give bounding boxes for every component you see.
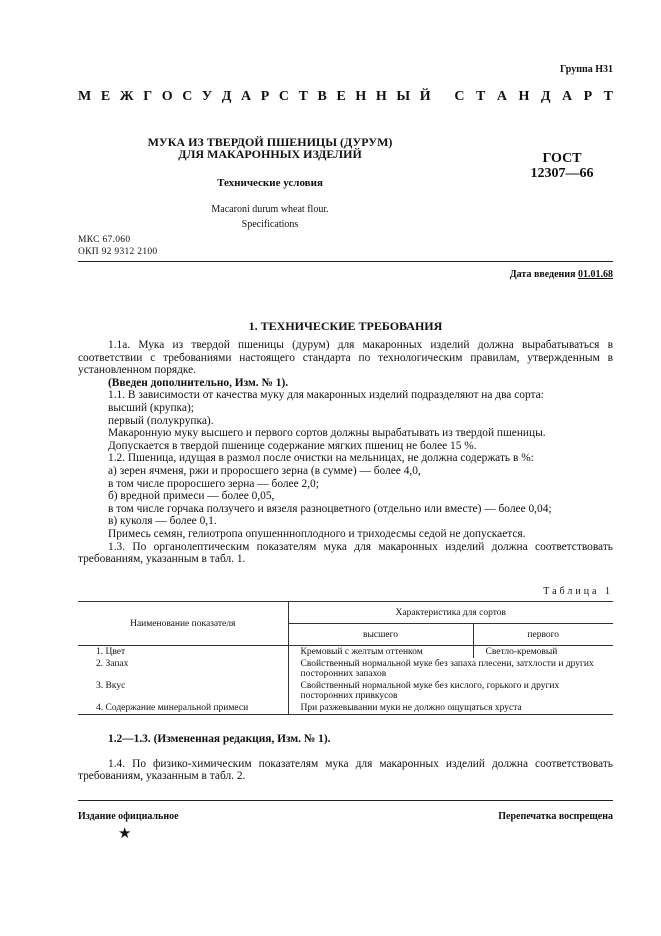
header-grade-first: первого (473, 624, 613, 646)
banner-letter: Й (419, 89, 431, 104)
banner-letter: Т (603, 89, 613, 104)
title-line-1: МУКА ИЗ ТВЕРДОЙ ПШЕНИЦЫ (ДУРУМ) (147, 135, 393, 149)
paragraph-1-1a: 1.1а. Мука из твердой пшеницы (дурум) для макаронных изделий должна вырабатываться в соответствии с требованиями настоящего стандарта по технологическим правилам, утвержденным в установленном порядке. (78, 339, 613, 377)
row-value-merged: Свойственный нормальной муке без кислого, горького и других посторонних привкусов (300, 681, 560, 701)
banner-word-standard (454, 89, 613, 105)
banner-word-interstate (78, 89, 431, 105)
amendment-note-2: 1.2—1.3. (Измененная редакция, Изм. № 1). (108, 733, 331, 745)
item-a: а) зерен ячменя, ржи и проросшего зерна (в сумме) — более 4,0, (108, 464, 421, 477)
header-divider (78, 261, 613, 262)
banner-letter: С (182, 89, 193, 104)
banner-letter: М (78, 89, 92, 104)
table-row (78, 646, 613, 659)
header-characteristic: Характеристика для сортов (288, 602, 613, 624)
banner-letter: Ы (396, 89, 411, 104)
gost-designation (512, 151, 612, 181)
paragraph-soft-wheat: Допускается в твердой пшенице содержание мягких пшениц не более 15 %. (108, 439, 477, 452)
banner-letter: В (317, 89, 327, 104)
item-v: в) куколя — более 0,1. (108, 515, 217, 528)
paragraph-1-1: 1.1. В зависимости от качества муку для макаронных изделий подразделяют на два сорта: (108, 389, 544, 402)
row-name: 3. Вкус (78, 680, 288, 702)
banner-letter: Р (583, 89, 593, 104)
banner-letter: Т (298, 89, 308, 104)
row-name: 1. Цвет (78, 646, 288, 659)
paragraph-1-2: 1.2. Пшеница, идущая в размол после очистки на мельницах, не должна содержать в %: (108, 452, 534, 465)
grade-first: первый (полукрупка). (108, 414, 214, 427)
paragraph-seeds: Примесь семян, гелиотропа опушеннноплодного и триходесмы седой не допускается. (108, 527, 526, 540)
row-name: 2. Запах (78, 658, 288, 680)
grade-premium: высший (крупка); (108, 401, 194, 414)
footer-divider (78, 800, 613, 801)
title-line-2: ДЛЯ МАКАРОННЫХ ИЗДЕЛИЙ (178, 147, 362, 161)
banner-letter: У (201, 89, 213, 104)
banner-letter: Н (375, 89, 387, 104)
banner-letter: Е (100, 89, 111, 104)
gost-number: 12307—66 (530, 166, 594, 181)
banner-letter: С (278, 89, 290, 104)
intro-date-value: 01.01.68 (578, 269, 613, 280)
banner-letter: А (496, 89, 507, 104)
banner-letter: Т (475, 89, 486, 104)
row-value-merged: Свойственный нормальной муке без запаха плесени, затхлости и других посторонних запахов (300, 659, 594, 679)
section-body (78, 339, 613, 566)
table-row (78, 658, 613, 680)
item-b: б) вредной примеси — более 0,05, (108, 490, 275, 503)
banner-letter: Д (221, 89, 232, 104)
table-row (78, 702, 613, 715)
group-code: Группа Н31 (560, 64, 613, 75)
table-caption: Таблица 1 (543, 586, 613, 597)
mks-code: МКС 67.060 (78, 235, 131, 245)
banner-letter: Р (260, 89, 270, 104)
banner-letter: Г (143, 89, 153, 104)
footer-reprint-prohibited: Перепечатка воспрещена (498, 811, 613, 822)
banner-letter: Н (355, 89, 367, 104)
paragraph-production: Макаронную муку высшего и первого сортов должны вырабатывать из твердой пшеницы. (108, 427, 546, 440)
banner-letter: Д (540, 89, 551, 104)
gost-label: ГОСТ (542, 151, 582, 166)
banner-letter: Ж (119, 89, 134, 104)
banner-letter: А (241, 89, 252, 104)
document-subtitle: Технические условия (217, 177, 323, 189)
paragraph-1-4: 1.4. По физико-химическим показателям мука для макаронных изделий должна соответствовать требованиям, указанным в табл. 2. (78, 757, 613, 783)
star-icon: ★ (118, 826, 132, 842)
section-title: 1. ТЕХНИЧЕСКИЕ ТРЕБОВАНИЯ (248, 319, 443, 333)
intro-label: Дата введения (509, 269, 576, 280)
okp-code: ОКП 92 9312 2100 (78, 247, 158, 257)
introduction-date (510, 269, 613, 280)
banner-letter: Е (336, 89, 346, 104)
banner-letter: Н (518, 89, 530, 104)
header-grade-high: высшего (288, 624, 473, 646)
footer-official-edition: Издание официальное (78, 811, 179, 822)
row-value-first: Светло-кремовый (485, 647, 558, 657)
banner-letter: С (454, 89, 465, 104)
amendment-note: (Введен дополнительно, Изм. № 1). (108, 376, 289, 389)
paragraph-1-3: 1.3. По органолептическим показателям мука для макаронных изделий должна соответствовать требованиям, указанным в табл. 1. (78, 540, 613, 566)
row-name: 4. Содержание минеральной примеси (78, 702, 288, 715)
item-a-sub: в том числе проросшего зерна — более 2,0; (108, 477, 319, 490)
english-title-line-2: Specifications (241, 219, 299, 230)
banner-letter: О (161, 89, 173, 104)
row-value-merged: При разжевывании муки не должно ощущаться хруста (288, 702, 613, 715)
document-title (120, 136, 420, 160)
row-value-high: Кремовый с желтым оттенком (288, 646, 473, 659)
banner-letter: А (561, 89, 573, 104)
after-table-text (78, 733, 613, 783)
table-organoleptic (78, 601, 613, 715)
header-indicator-name: Наименование показателя (78, 602, 288, 646)
standard-banner (78, 89, 613, 105)
item-b-sub: в том числе горчака ползучего и вязеля разноцветного (отдельно или вместе) — более 0,04; (108, 502, 552, 515)
table-row (78, 680, 613, 702)
classification-codes (78, 234, 157, 258)
english-title-line-1: Macaroni durum wheat flour. (211, 204, 329, 215)
